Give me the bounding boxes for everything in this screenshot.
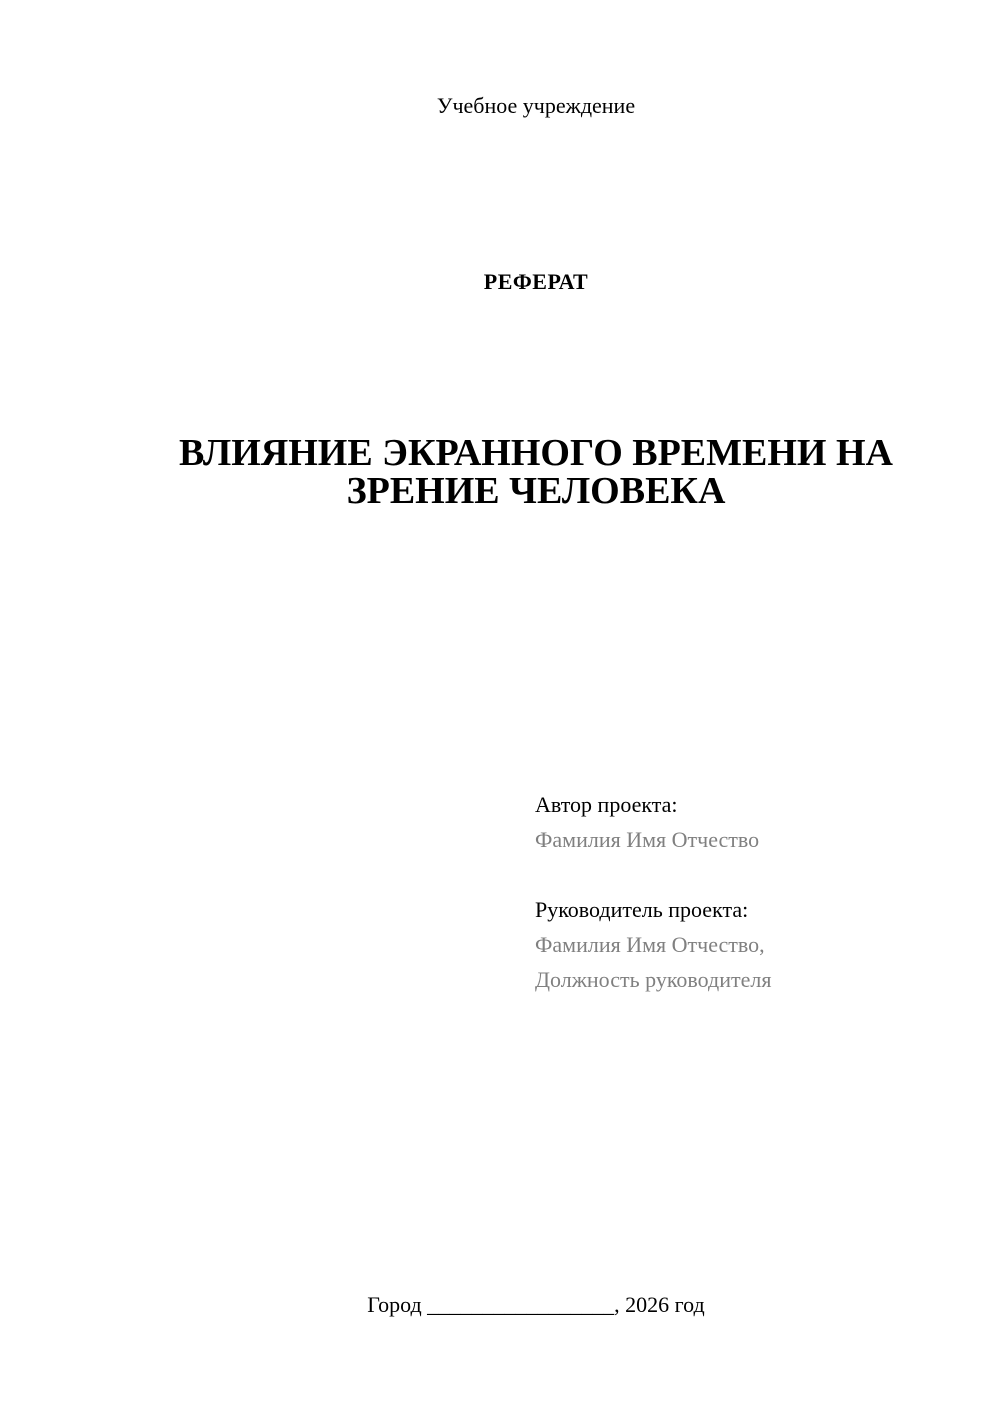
document-type: РЕФЕРАТ [483,269,589,294]
institution-name: Учебное учреждение [436,93,636,118]
document-title-line-2: ЗРЕНИЕ ЧЕЛОВЕКА [346,470,726,512]
author-block [535,787,975,857]
supervisor-name: Фамилия Имя Отчество, [535,932,765,957]
supervisor-block [535,892,975,997]
supervisor-label: Руководитель проекта: [535,897,749,922]
author-label: Автор проекта: [535,792,678,817]
document-title-line-1: ВЛИЯНИЕ ЭКРАННОГО ВРЕМЕНИ НА [179,432,893,474]
author-name: Фамилия Имя Отчество [535,827,760,852]
city-year-line [0,1290,1000,1320]
city-blank: _________________ [427,1292,615,1317]
city-label: Город [367,1292,422,1317]
year-text: , 2026 год [614,1292,705,1317]
supervisor-position: Должность руководителя [535,967,772,992]
document-title [150,434,922,510]
